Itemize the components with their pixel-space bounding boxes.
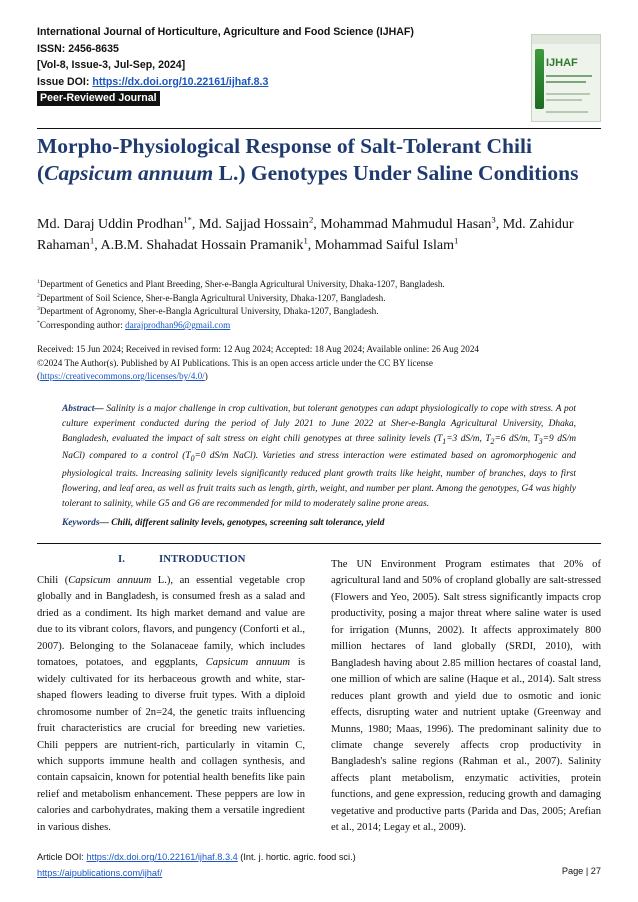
site-link[interactable]: https://aipublications.com/ijhaf/ (37, 868, 163, 878)
issue-doi (37, 74, 507, 91)
section-number: I. (118, 553, 125, 565)
page-number: Page | 27 (561, 866, 601, 876)
journal-header (37, 24, 507, 107)
journal-volume: [Vol-8, Issue-3, Jul-Sep, 2024] (37, 59, 186, 72)
author: Mohammad Saiful Islam$^1$ (314, 234, 459, 253)
keywords-text: Chili, different salinity levels, genotypes, screening salt tolerance, yield (111, 518, 385, 528)
corresponding-email-link[interactable]: darajprodhan96@gmail.com (125, 320, 231, 331)
author-list (37, 215, 602, 256)
dates-line: Received: 15 Jun 2024; Received in revised form: 12 Aug 2024; Accepted: 18 Aug 2024; Available online: 26 Aug 2024 (37, 344, 480, 354)
intro-left-column: Chili (Capsicum annuum L.), an essential vegetable crop globally and in Bangladesh, is consumed fresh as a salad and dried as a condiment. Its high market demand and value are due to its vibrant colors, flavors, and pungency (Conforti et al., 2007). Belonging to the Solanaceae family, which includes tomatoes, potatoes, and eggplants, Capsicum annuum is widely cultivated for its herbaceous growth and white, star-shaped flowers leading to diverse fruit types. With a diploid chromosome number of 2n=24, the genetic traits influencing fruit characteristics are crucial for breeding new varieties. Chili peppers are nutrient-rich, particularly in vitamin C, which supports immune health and collagen synthesis, and contain capsaicin, known for potential health benefits like pain relief and metabolism enhancement. These peppers are low in calories and carbohydrates, making them a versatile ingredient in various dishes. (37, 575, 305, 833)
leaf-graphic (535, 49, 544, 109)
issue-doi-link[interactable]: https://dx.doi.org/10.22161/ijhaf.8.3 (92, 75, 269, 88)
affiliation: $^2$Department of Soil Science, Sher-e-Bangla Agricultural University, Dhaka-1207, Bangladesh. (37, 292, 386, 303)
section-title: INTRODUCTION (159, 553, 246, 565)
article-doi-link[interactable]: https://dx.doi.org/10.22161/ijhaf.8.3.4 (86, 852, 238, 862)
author: Mohammad Mahmudul Hasan$^3$, (320, 214, 503, 232)
issue-doi-label: Issue DOI: (37, 75, 93, 88)
author: Md. Zahidur Rahaman$^1$, (37, 217, 574, 253)
paper-title: Morpho-Physiological Response of Salt-Tolerant Chili (Capsicum annuum L.) Genotypes Under Saline Conditions (37, 134, 579, 185)
peer-reviewed-badge: Peer-Reviewed Journal (37, 91, 160, 106)
keywords-label: Keywords (62, 518, 100, 528)
license-link[interactable]: https://creativecommons.org/licenses/by/4.0/ (40, 371, 205, 382)
journal-cover-thumbnail (531, 34, 601, 122)
journal-name: International Journal of Horticulture, Agriculture and Food Science (IJHAF) (37, 26, 414, 38)
abstract-label: Abstract (62, 404, 95, 414)
author: Md. Sajjad Hossain$^2$, (198, 214, 321, 232)
intro-right-column: The UN Environment Program estimates that 20% of agricultural land and 50% of cropland globally are salt-stressed (Flowers and Yeo, 2005). Salt stress significantly impacts crop productivity, posing a major threat where saline water is used for irrigation (Munns, 2002). It affects approximately 800 million hectares of land globally (SRDI, 2010), with Bangladesh having about 2.85 million hectares of coastal land, one million of which are saline (Haque et al., 2014). Salt stress reduces plant growth and yield due to osmotic and ionic effects, disrupting water and nutrient uptake (Greenway and Munns, 1980; Maas, 1996). The predominant salinity due to climate change severely affects crop productivity in Bangladesh's saline regions (Rahman et al., 2007). Salinity affects plant metabolism, enzymatic activities, protein functions, and gene expression, reducing growth and damaging vegetative and productive parts (Parida and Das, 2005; Arefian et al., 2014; Legay et al., 2009). (331, 559, 601, 834)
license-line: (https://creativecommons.org/licenses/by/4.0/) (37, 371, 208, 382)
footer-doi: Article DOI: https://dx.doi.org/10.22161/ijhaf.8.3.4 (Int. j. hortic. agric. food sci.) (37, 852, 356, 862)
abstract-divider (37, 543, 601, 544)
affiliation: $^1$Department of Genetics and Plant Breeding, Sher-e-Bangla Agricultural University, Dhaka-1207, Bangladesh. (37, 278, 445, 289)
keywords: Keywords— Chili, different salinity levels, genotypes, screening salt tolerance, yield (62, 518, 385, 528)
corresponding-author: *Corresponding author: darajprodhan96@gmail.com (37, 320, 231, 331)
copyright-line: ©2024 The Author(s). Published by AI Publications. This is an open access article under the CC BY license (37, 357, 433, 368)
author: Md. Daraj Uddin Prodhan$^{1*}$, (37, 214, 199, 232)
author: A.B.M. Shahadat Hossain Pramanik$^1$, (100, 234, 315, 253)
cover-logo: IJHAF (546, 57, 578, 69)
abstract: Abstract— Salinity is a major challenge in crop cultivation, but tolerant genotypes can adapt physiologically to cope with stress. A pot culture experiment conducted during the period of July 2021 to June 2022 at Sher-e-Bangla Agricultural University, Dhaka, Bangladesh, evaluated the impact of salt stress on eight chili genotypes at three salinity levels ($T_1=3$ dS/m, $T_2=6$ dS/m, $T_3=9$ dS/m NaCl) compared to a control ($T_0=0$ dS/m NaCl). Varieties and stress interaction were estimated based on agromorphogenic and physiological traits. Increasing salinity levels significantly reduced plant growth traits like height, number of branches, days to first flowering, and leaf area, as well as fruit traits such as length, girth, weight, and number per plant. Among the genotypes, G4 was highly tolerant to salinity, while G5 and G6 are recommended for mild to moderately saline prone areas. (62, 404, 576, 509)
journal-issn: ISSN: 2456-8635 (37, 42, 119, 55)
header-divider (37, 128, 601, 129)
footer-site (37, 866, 602, 881)
affiliations (37, 278, 602, 333)
affiliation: $^3$Department of Agronomy, Sher-e-Bangla Agricultural University, Dhaka-1207, Bangladesh. (37, 306, 379, 317)
publication-dates (37, 343, 602, 384)
